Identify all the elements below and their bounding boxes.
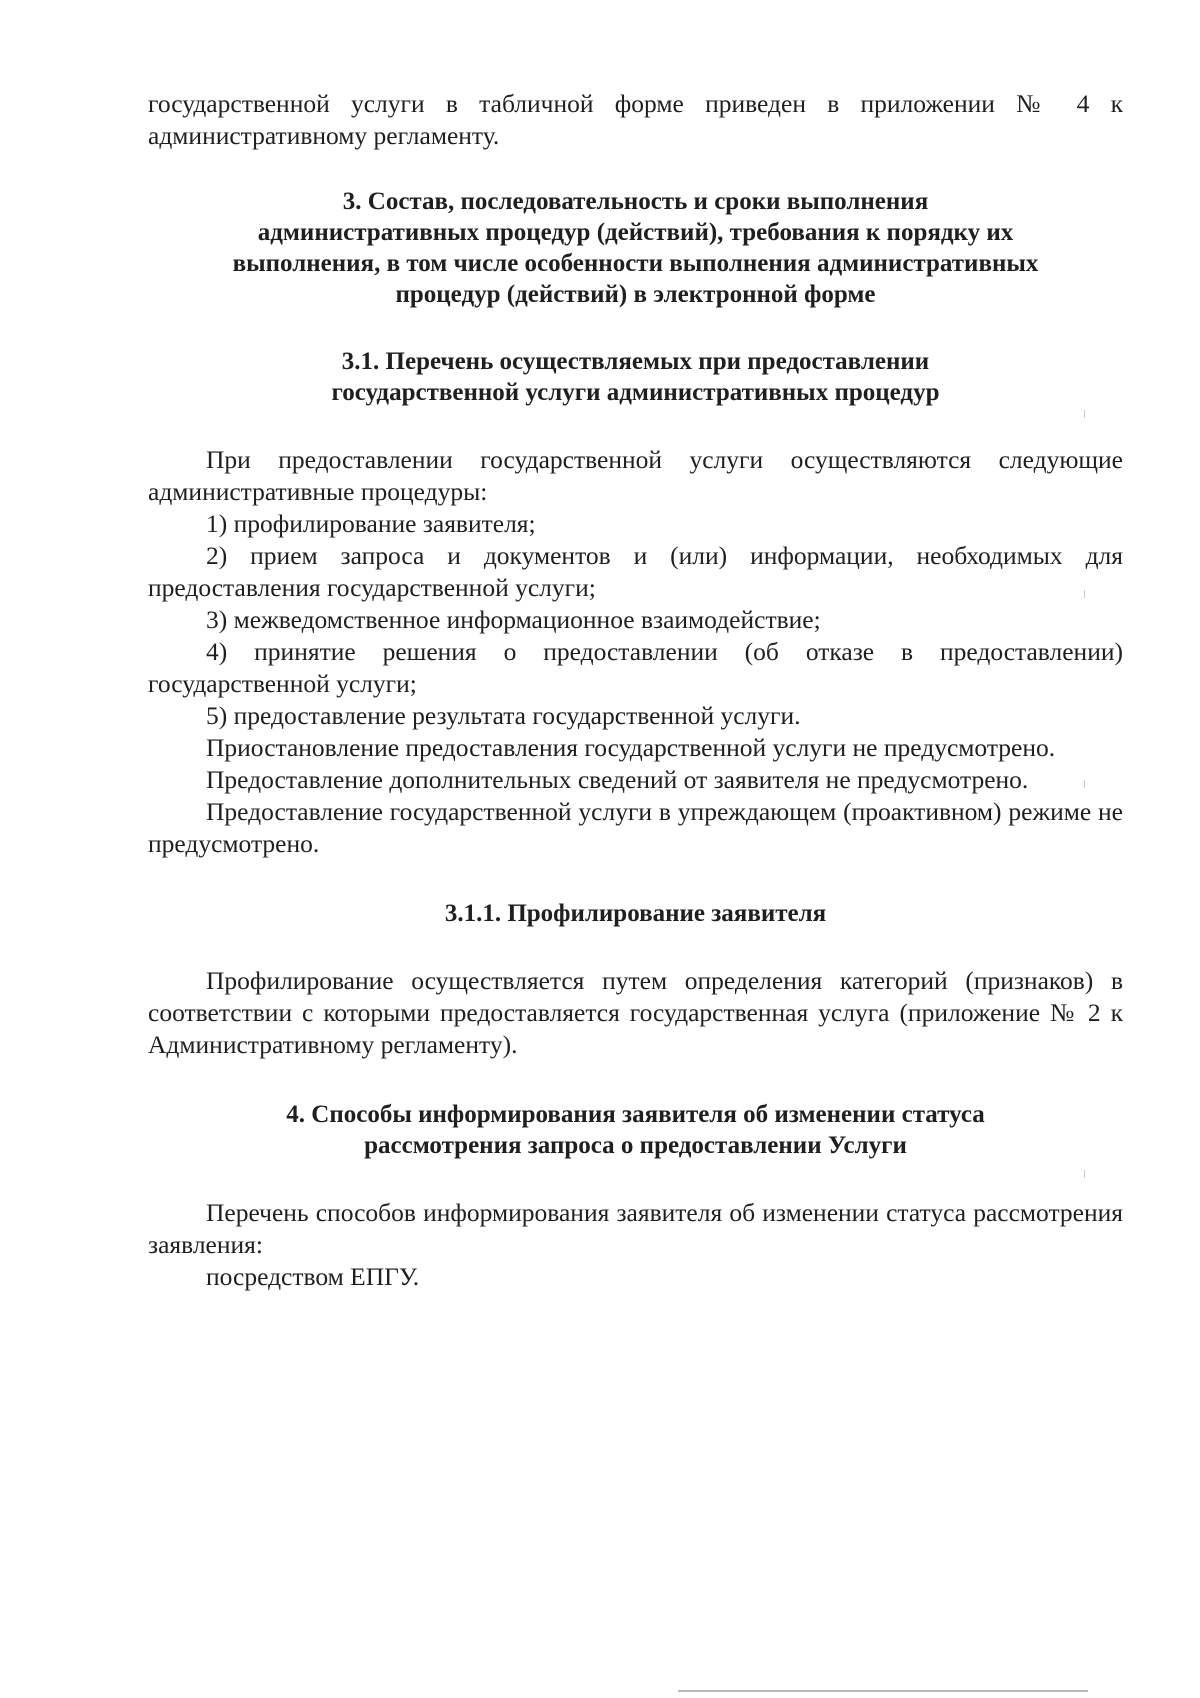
scan-artifact xyxy=(1084,1170,1085,1178)
procedure-item: 5) предоставление результата государственной услуги. xyxy=(206,701,801,730)
scan-artifact xyxy=(1084,780,1085,788)
section-3-heading-line: 3. Состав, последовательность и сроки выполнения xyxy=(342,188,929,215)
section-4-heading-line: 4. Способы информирования заявителя об изменении статуса xyxy=(286,1101,985,1128)
notification-methods-paragraph: Перечень способов информирования заявителя об изменении статуса рассмотрения заявления: xyxy=(148,1198,1123,1259)
additional-info-paragraph: Предоставление дополнительных сведений от заявителя не предусмотрено. xyxy=(206,765,1029,794)
section-3-1-heading-line: 3.1. Перечень осуществляемых при предоставлении xyxy=(341,348,930,375)
section-3-heading-line: административных процедур (действий), требования к порядку их xyxy=(257,219,1014,246)
section-4-heading-line: рассмотрения запроса о предоставлении Услуги xyxy=(364,1132,907,1159)
section-3-heading-line: процедур (действий) в электронной форме xyxy=(395,281,876,308)
section-3-1-heading xyxy=(148,346,1123,408)
notification-method-epgu: посредством ЕПГУ. xyxy=(206,1262,420,1291)
section-3-1-1-heading: 3.1.1. Профилирование заявителя xyxy=(444,900,827,927)
procedure-item: 3) межведомственное информационное взаимодействие; xyxy=(206,605,821,634)
document-page xyxy=(148,88,1123,1293)
scan-artifact xyxy=(1084,410,1085,418)
section-3-1-heading-line: государственной услуги административных процедур xyxy=(331,379,940,406)
procedure-item: 4) принятие решения о предоставлении (об отказе в предоставлении) государственной услуги; xyxy=(148,637,1123,698)
scan-artifact xyxy=(1084,590,1085,598)
section-3-heading xyxy=(148,186,1123,310)
profiling-paragraph: Профилирование осуществляется путем определения категорий (признаков) в соответствии с которыми предоставляется государственная услуга (приложение № 2 к Административному регламенту). xyxy=(148,966,1123,1059)
proactive-mode-paragraph: Предоставление государственной услуги в упреждающем (проактивном) режиме не предусмотрено. xyxy=(148,797,1123,858)
procedure-item: 2) прием запроса и документов и (или) информации, необходимых для предоставления государственной услуги; xyxy=(148,541,1123,602)
section-4-heading xyxy=(148,1099,1123,1161)
intro-paragraph: государственной услуги в табличной форме приведен в приложении № 4 к административному регламенту. xyxy=(148,89,1123,150)
suspension-paragraph: Приостановление предоставления государственной услуги не предусмотрено. xyxy=(206,733,1056,762)
procedures-intro-paragraph: При предоставлении государственной услуги осуществляются следующие административные процедуры: xyxy=(148,445,1123,506)
bottom-rule xyxy=(678,1690,1088,1692)
section-3-heading-line: выполнения, в том числе особенности выполнения административных xyxy=(232,250,1039,277)
section-3-1-body xyxy=(148,444,1123,860)
procedure-item: 1) профилирование заявителя; xyxy=(206,509,536,538)
